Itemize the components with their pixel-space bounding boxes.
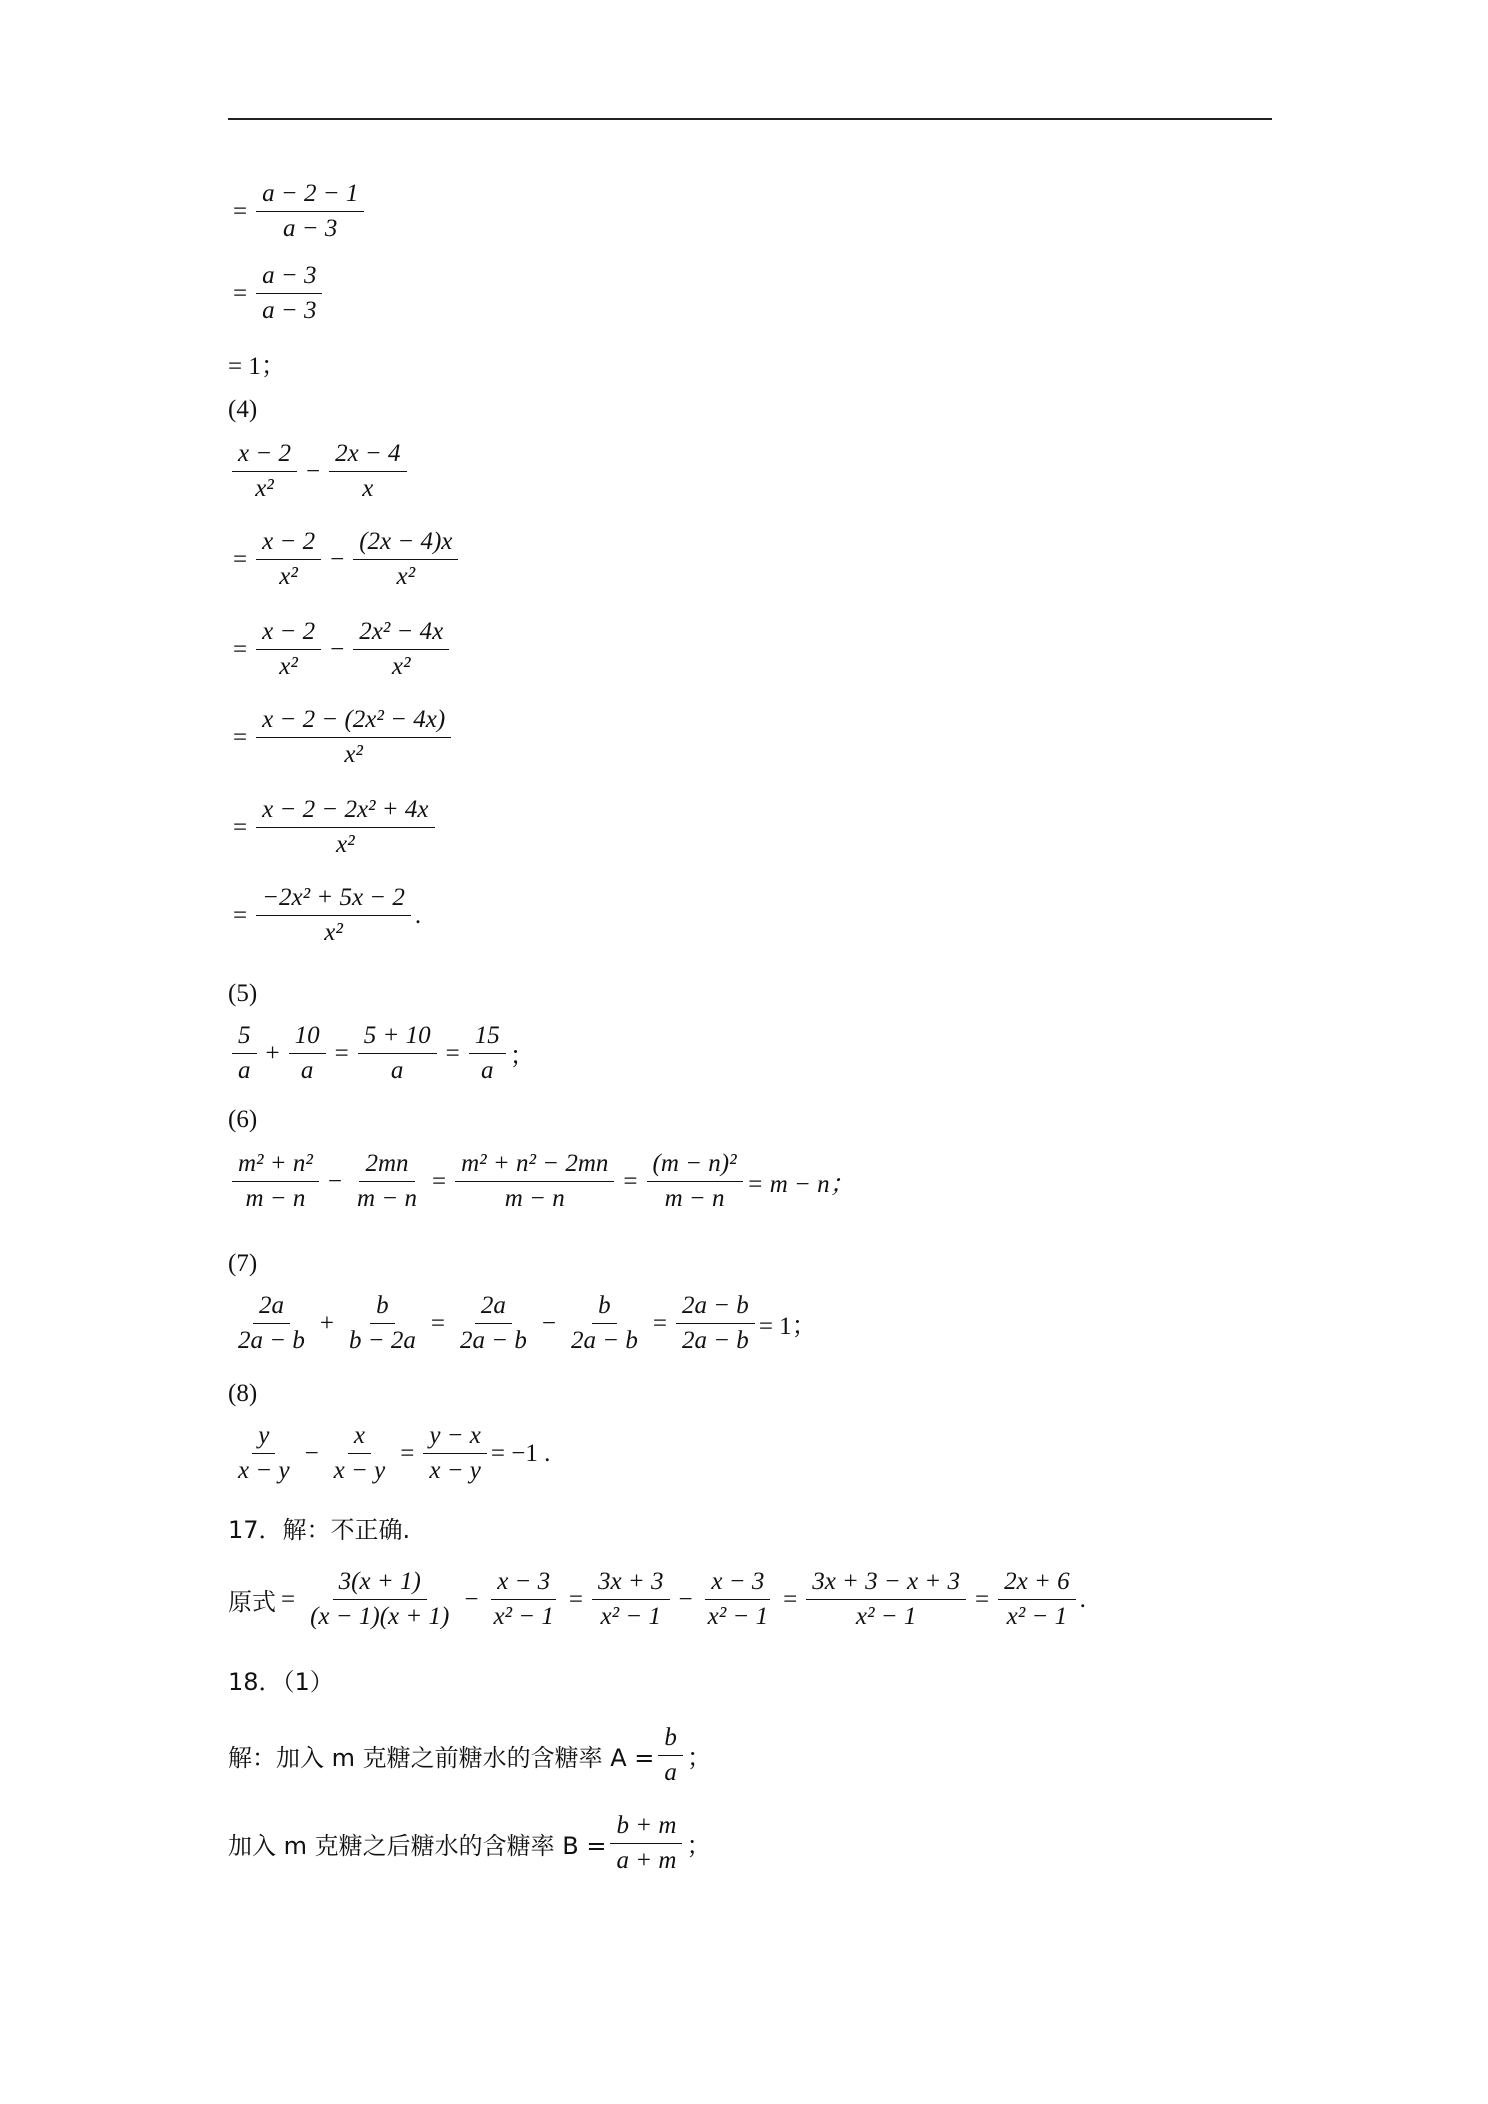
fraction: $\frac{2a - b}{2a - b}$ [676,1292,755,1355]
fraction: $\frac{2x + 6}{\text{x² − 1}}$ [998,1568,1075,1631]
fraction: $\frac{b + m}{a + m}$ [610,1812,682,1875]
fraction: $\frac{b}{b - 2a}$ [348,1292,416,1354]
s8-line: $\frac{y}{x - y}$ − $\frac{x}{x - y}$ = $\frac{y - x}{x - y}$ = −1 . [228,1422,550,1485]
fraction: $\frac{2a}{2a - b}$ [238,1292,305,1354]
fraction: $\frac{2x - 4}{x}$ [329,440,406,503]
fraction: $\frac{3x + 3 - x + 3}{\text{x² − 1}}$ [806,1568,966,1631]
s3-line-1: = $\frac{a - 2 - 1}{a - 3}$ [228,180,368,243]
s3-line-2: = $\frac{a - 3}{a - 3}$ [228,262,326,325]
s4-label: (4) [228,396,258,423]
fraction: $\frac{\text{(m − n)²}}{m - n}$ [647,1150,743,1213]
fraction: $\frac{a - 3}{a - 3}$ [256,262,322,325]
fraction: $\frac{x - 2}{\text{x²}}$ [256,528,321,591]
fraction: $\frac{15}{a}$ [469,1022,506,1085]
fraction: $\frac{\text{x − 2 − 2x² + 4x}}{\text{x²}}$ [256,796,434,859]
s3-result: = 1； [228,353,286,380]
q18-line-a: 解：加入 m 克糖之前糖水的含糖率 A = $\frac{b}{a}$ ； [228,1724,712,1786]
fraction: $\frac{x - 2}{\text{x²}}$ [256,618,321,681]
fraction: $\frac{5}{a}$ [232,1022,257,1085]
s5-label: (5) [228,980,258,1007]
q18-title: 18．（1） [228,1668,334,1696]
s6-line: $\frac{\text{m² + n²}}{m - n}$ − $\frac{2mn}{m - n}$ = $\frac{\text{m² + n² − 2mn}}{m - n}$ = $\frac{\text{(m − n)²}}{m - n}$ = m − n； [228,1150,855,1213]
s7-label: (7) [228,1250,258,1277]
fraction: $\frac{b}{a}$ [658,1724,683,1787]
s4-line-0: $\frac{x - 2}{\text{x²}}$ − $\frac{2x - 4}{x}$ [228,440,411,503]
fraction: $\frac{10}{a}$ [289,1022,326,1085]
fraction: $\frac{2mn}{m - n}$ [357,1150,417,1212]
fraction: $\frac{a - 2 - 1}{a - 3}$ [256,180,364,243]
fraction: $\frac{b}{2a - b}$ [570,1292,638,1354]
s8-label: (8) [228,1380,258,1407]
fraction: $\frac{x}{x - y}$ [333,1422,386,1484]
fraction: $\frac{\text{m² + n² − 2mn}}{m - n}$ [455,1150,614,1213]
s4-line-2: = $\frac{x - 2}{\text{x²}}$ − $\frac{\text{2x² − 4x}}{\text{x²}}$ [228,618,453,681]
s5-line: $\frac{5}{a}$ + $\frac{10}{a}$ = $\frac{5 + 10}{a}$ = $\frac{15}{a}$ ； [228,1022,535,1085]
header-rule [228,118,1272,120]
fraction: $\frac{\text{−2x² + 5x − 2}}{\text{x²}}$ [256,884,411,947]
s4-line-1: = $\frac{x - 2}{\text{x²}}$ − $\frac{(2x - 4)x}{\text{x²}}$ [228,528,462,591]
s4-line-4: = $\frac{\text{x − 2 − 2x² + 4x}}{\text{x²}}$ [228,796,439,859]
s6-label: (6) [228,1106,258,1133]
fraction: $\frac{\text{x − 2 − (2x² − 4x)}}{\text{x²}}$ [256,706,451,769]
fraction: $\frac{x - 2}{\text{x²}}$ [232,440,297,503]
fraction: $\frac{2a}{2a - b}$ [459,1292,527,1354]
fraction: $\frac{x - 3}{\text{x² − 1}}$ [702,1568,774,1631]
q17-title: 17．解：不正确. [228,1516,411,1544]
fraction: $\frac{(2x - 4)x}{\text{x²}}$ [353,528,458,591]
s4-line-5: = $\frac{\text{−2x² + 5x − 2}}{\text{x²}}$ . [233,884,422,946]
fraction: $\frac{3(x + 1)}{(x - 1)(x + 1)}$ [310,1568,450,1630]
fraction: $\frac{y}{x - y}$ [238,1422,290,1484]
fraction: $\frac{\text{m² + n²}}{m - n}$ [232,1150,319,1213]
fraction: $\frac{\text{2x² − 4x}}{\text{x²}}$ [353,618,449,681]
fraction: $\frac{3x + 3}{\text{x² − 1}}$ [592,1568,669,1631]
q17-line: 原式 = $\frac{3(x + 1)}{(x - 1)(x + 1)}$ − $\frac{x - 3}{\text{x² − 1}}$ = $\frac{3x + 3}{\text{x² − 1}}$ − $\frac{x - 3}{\text{x² − 1}}$ = $\frac{3x + 3 - x + 3}{\text{x² − 1}}$ = $\frac{2x + 6}{\text{x² − 1}}$ . [228,1568,1086,1630]
fraction: $\frac{y - x}{x - y}$ [423,1422,487,1485]
q18-line-b: 加入 m 克糖之后糖水的含糖率 B = $\frac{b + m}{a + m}$ ； [228,1812,712,1874]
s7-line: $\frac{2a}{2a - b}$ + $\frac{b}{b - 2a}$ = $\frac{2a}{2a - b}$ − $\frac{b}{2a - b}$ = $\frac{2a - b}{2a - b}$ = 1； [228,1292,817,1355]
fraction: $\frac{x - 3}{\text{x² − 1}}$ [487,1568,559,1631]
s4-line-3: = $\frac{\text{x − 2 − (2x² − 4x)}}{\text{x²}}$ [228,706,455,769]
fraction: $\frac{5 + 10}{a}$ [358,1022,437,1085]
